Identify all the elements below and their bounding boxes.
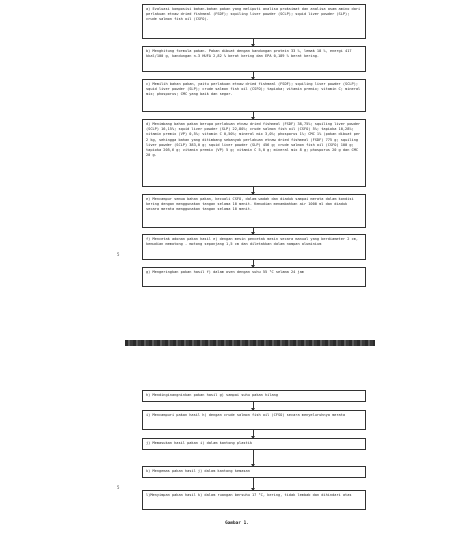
flow-arrow bbox=[253, 39, 254, 46]
step-text-i: i) Mencampuri pakan hasil h) dengan crude salmon fish oil (CFSO) secara menyeluruhnya merata bbox=[146, 413, 346, 417]
flow-arrow bbox=[253, 187, 254, 194]
flow-arrow bbox=[253, 260, 254, 267]
step-text-k: k) Mengemas pakan hasil j) dalam kantong kemasan bbox=[146, 469, 250, 473]
step-text-b: b) Menghitung formula pakan. Pakan dibuat dengan kandungan protein 33 %, lemak 18 %, energi 417 kkal/100 g, kandungan n-3 HUFA 2,82 % berat kering dan EPA 0,189 % berat kering. bbox=[146, 49, 352, 59]
flow-arrow bbox=[253, 430, 254, 438]
step-text-f: f) Mencetak adonan pakan hasil e) dengan mesin pencetak mesin secara manual yang berdiameter 2 cm, kemudian memotong - motong sepanjang 1,5 cm dan diletakkan dalam nampan aluminium bbox=[146, 237, 359, 247]
step-text-l: l)Menyimpan pakan hasil k) dalam ruangan bersuhu 17 °C, kering, tidak lembab dan dihindari atas bbox=[146, 493, 352, 497]
step-text-h: h) Mendinginangninkan pakan hasil g) sampai suhu pakan hilang bbox=[146, 393, 278, 397]
step-box-k bbox=[142, 466, 366, 478]
flow-arrow bbox=[253, 112, 254, 119]
step-text-g: g) Mengeringkan pakan hasil f) dalam oven dengan suhu 55 °C selama 24 jam bbox=[146, 270, 304, 274]
step-box-h bbox=[142, 390, 366, 402]
step-box-e bbox=[142, 194, 366, 228]
flow-arrow bbox=[253, 402, 254, 410]
step-text-j: j) Memasukan hasil pakan i) dalam kantong plastik bbox=[146, 441, 253, 445]
step-box-l bbox=[142, 490, 366, 510]
flow-arrow bbox=[253, 478, 254, 490]
step-text-e: e) Mencampur semua bahan pakan, kecuali CSFO, dalam wadah dan diaduk sampai merata dalam kondisi kering dengan menggunakan tangan selama 10 menit. Kemudian menambahkan air 1000 ml dan diaduk secara merata menggunakan tangan selama 10 menit. bbox=[146, 197, 354, 212]
step-box-i bbox=[142, 410, 366, 430]
step-box-j bbox=[142, 438, 366, 450]
figure-caption: Gambar 1. bbox=[225, 521, 249, 526]
page-side-mark: 5 bbox=[117, 485, 120, 490]
page-side-mark: 5 bbox=[117, 252, 120, 257]
step-box-g bbox=[142, 267, 366, 287]
flow-arrow bbox=[253, 72, 254, 79]
step-box-a bbox=[142, 4, 366, 39]
step-box-b bbox=[142, 46, 366, 72]
page-divider bbox=[125, 340, 375, 346]
step-text-a: a) Evaluasi komposisi bahan-bahan pakan yang meliputi analisa proksimat dan analisa asam amino dari perlakuan etnaw dried fishmeal (FSDF); squiling liver powder (SCLP); squid liver powder (SLP); crude salmon fish oil (CSFO). bbox=[146, 7, 361, 22]
step-box-f bbox=[142, 234, 366, 260]
step-text-c: c) Memilih bahan pakan, yaitu perlakuan etnaw dried fishmeal (FSDF); squiling liver powder (SCLP); squid liver powder (SLP); crude salmon fish oil (CSFO); tapioka; vitamin premix; vitamin C; mineral mix; phosporus; CMC yang baik dan segar. bbox=[146, 82, 361, 97]
step-box-d bbox=[142, 119, 366, 187]
step-text-d: d) Menimbang bahan pakan berupa perlakuan etnaw dried fishmeal (FSDF) 38,75%; squiling liver powder (SCLP) 16,15%; squid liver powder (SLP) 22,80%; crude salmon fish oil (CSFO) 5%; tapioka 10,28%; vitamin premix (VP) 0,5%; vitamin C 0,50%; mineral mix 3,0%; phosporus 1%; CMC 1% (pakan dibuat per 2 kg, sehingga bahan yang ditimbang sebanyak perlakuan etnaw dried fishmeal (FSDF) 775 g; squiling liver powder (SCLP) 383,0 g; squid liver powder (SLP) 456 g; crude salmon fish oil (CSFO) 100 g; tapioka 205,6 g; vitamin premix (VP) 5 g; vitamin C 5,0 g; mineral mix 8 g; phosporus 20 g dan CMC 20 g. bbox=[146, 122, 361, 158]
step-box-c bbox=[142, 79, 366, 112]
flow-arrow bbox=[253, 450, 254, 466]
